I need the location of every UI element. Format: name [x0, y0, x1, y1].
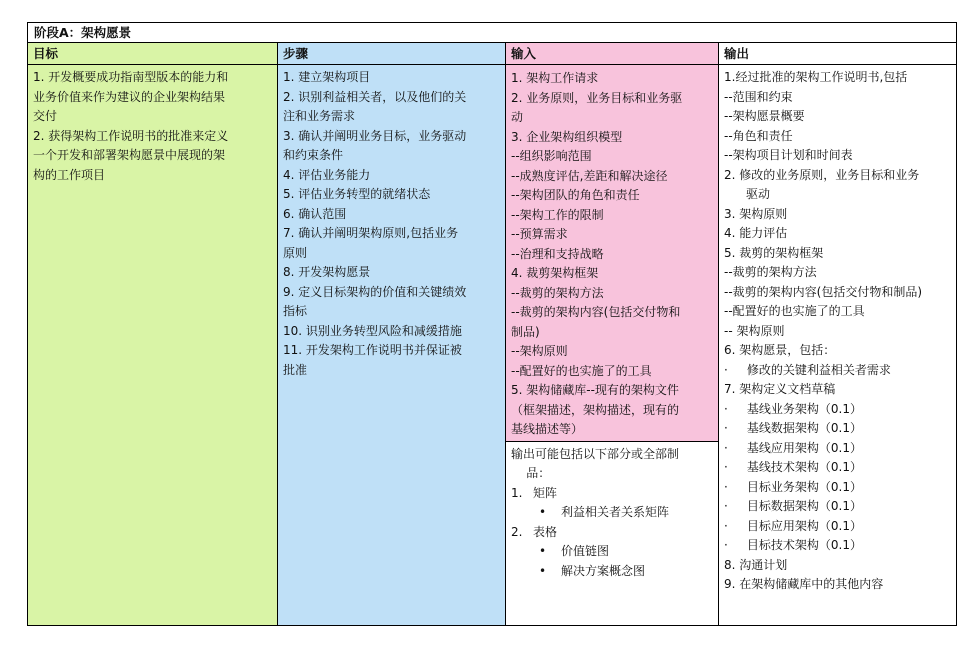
list-number: 2. — [511, 524, 523, 539]
output-line: · 目标应用架构（0.1） — [724, 518, 862, 533]
bullet-icon: • — [539, 505, 547, 519]
step-line: 指标 — [283, 304, 308, 318]
input-line: --架构团队的角色和责任 — [511, 188, 640, 202]
output-line: · 目标技术架构（0.1） — [724, 538, 862, 552]
output-line: 2. 修改的业务原则，业务目标和业务 — [724, 167, 920, 182]
input-line: --成熟度评估,差距和解决途径 — [511, 168, 668, 183]
outputs-body — [719, 65, 956, 595]
outputs-column — [718, 43, 956, 625]
artifact-list-item — [511, 503, 714, 523]
steps-column — [277, 43, 505, 625]
input-line: --裁剪的架构内容(包括交付物和 — [511, 305, 681, 319]
objective-line: 2. 获得架构工作说明书的批准来定义 — [33, 128, 229, 143]
output-line: 9. 在架构储藏库中的其他内容 — [724, 577, 884, 591]
step-line: 10. 识别业务转型风险和减缓措施 — [283, 323, 462, 338]
steps-body — [278, 65, 505, 380]
output-line: --角色和责任 — [724, 128, 793, 143]
outputs-header: 输出 — [719, 43, 956, 65]
output-line: · 修改的关键利益相关者需求 — [724, 362, 891, 377]
output-line: 4. 能力评估 — [724, 226, 788, 240]
input-line: 基线描述等） — [511, 422, 584, 436]
step-line: 3. 确认并阐明业务目标，业务驱动 — [283, 128, 467, 143]
artifact-list-text: 利益相关者关系矩阵 — [561, 505, 670, 519]
output-line: --范围和约束 — [724, 89, 793, 104]
output-line: · 目标业务架构（0.1） — [724, 479, 862, 494]
input-line: 动 — [511, 110, 524, 124]
output-line: 3. 架构原则 — [724, 206, 788, 221]
input-line: 2. 业务原则，业务目标和业务驱 — [511, 90, 683, 105]
output-line: · 目标数据架构（0.1） — [724, 499, 862, 513]
input-line: --预算需求 — [511, 227, 568, 241]
input-line: 1. 架构工作请求 — [511, 71, 599, 85]
table-title: 阶段A：架构愿景 — [28, 23, 956, 43]
input-line: --架构工作的限制 — [511, 207, 604, 222]
step-line: 批准 — [283, 362, 308, 377]
objective-line: 构的工作项目 — [33, 167, 106, 182]
output-line: 1.经过批准的架构工作说明书,包括 — [724, 70, 908, 84]
output-line: 8. 沟通计划 — [724, 557, 788, 572]
artifact-list-text: 价值链图 — [561, 544, 610, 558]
output-line: · 基线业务架构（0.1） — [724, 401, 862, 416]
step-line: 4. 评估业务能力 — [283, 167, 371, 182]
step-line: 和约束条件 — [283, 148, 344, 162]
input-line: 5. 架构储藏库--现有的架构文件 — [511, 383, 679, 397]
output-line: 5. 裁剪的架构框架 — [724, 245, 824, 260]
output-line: 6. 架构愿景，包括： — [724, 343, 836, 357]
output-line: · 基线应用架构（0.1） — [724, 440, 862, 455]
output-line: --架构愿景概要 — [724, 109, 805, 123]
input-line: 3. 企业架构组织模型 — [511, 129, 623, 144]
artifact-list-text: 解决方案概念图 — [561, 563, 646, 578]
output-line: -- 架构原则 — [724, 323, 785, 338]
output-line: --架构项目计划和时间表 — [724, 148, 853, 162]
artifact-list-text: 矩阵 — [533, 485, 558, 500]
input-line: --架构原则 — [511, 344, 568, 358]
input-line: （框架描述，架构描述，现有的 — [511, 402, 680, 417]
input-line: --配置好的也实施了的工具 — [511, 363, 652, 378]
objective-line: 1. 开发概要成功指南型版本的能力和 — [33, 70, 229, 84]
objective-line: 交付 — [33, 109, 58, 123]
artifacts-note-line: 输出可能包括以下部分或全部制 — [511, 446, 680, 461]
objective-line: 业务价值来作为建议的企业架构结果 — [33, 89, 226, 104]
artifact-list-item — [511, 523, 714, 543]
artifact-list-item — [511, 542, 714, 562]
inputs-column — [505, 43, 718, 625]
output-line: --裁剪的架构内容(包括交付物和制品) — [724, 284, 923, 299]
step-line: 11. 开发架构工作说明书并保证被 — [283, 343, 462, 357]
output-line: · 基线技术架构（0.1） — [724, 460, 862, 474]
phase-a-table — [27, 22, 957, 626]
steps-header: 步骤 — [278, 43, 505, 65]
objective-column — [28, 43, 277, 625]
input-line: --裁剪的架构方法 — [511, 285, 604, 300]
step-line: 1. 建立架构项目 — [283, 70, 371, 84]
objective-line: 一个开发和部署架构愿景中展现的架 — [33, 148, 226, 162]
input-line: --组织影响范围 — [511, 149, 592, 163]
list-number: 1. — [511, 485, 523, 500]
output-line: --裁剪的架构方法 — [724, 265, 817, 279]
artifact-list-text: 表格 — [533, 524, 558, 539]
output-line: · 基线数据架构（0.1） — [724, 421, 862, 435]
step-line: 原则 — [283, 245, 308, 260]
inputs-body — [506, 65, 718, 442]
input-line: 4. 裁剪架构框架 — [511, 266, 599, 280]
step-line: 7. 确认并阐明架构原则,包括业务 — [283, 226, 459, 240]
step-line: 2. 识别利益相关者，以及他们的关 — [283, 89, 467, 104]
objective-header: 目标 — [28, 43, 277, 65]
step-line: 8. 开发架构愿景 — [283, 265, 371, 279]
input-line: --治理和支持战略 — [511, 246, 604, 261]
step-line: 6. 确认范围 — [283, 206, 347, 221]
bullet-icon: • — [539, 563, 547, 578]
output-line: --配置好的也实施了的工具 — [724, 304, 865, 318]
objective-body — [28, 65, 277, 185]
input-line: 制品) — [511, 324, 540, 339]
inputs-header: 输入 — [506, 43, 718, 65]
artifact-list-item — [511, 484, 714, 504]
artifact-list-item — [511, 562, 714, 582]
bullet-icon: • — [539, 544, 547, 558]
step-line: 5. 评估业务转型的就绪状态 — [283, 187, 431, 201]
inputs-artifacts-note — [506, 442, 718, 582]
step-line: 注和业务需求 — [283, 109, 356, 123]
step-line: 9. 定义目标架构的价值和关键绩效 — [283, 284, 467, 299]
output-line: 7. 架构定义文档草稿 — [724, 382, 836, 396]
artifacts-note-line: 品： — [511, 466, 551, 480]
output-line: 驱动 — [746, 187, 771, 201]
